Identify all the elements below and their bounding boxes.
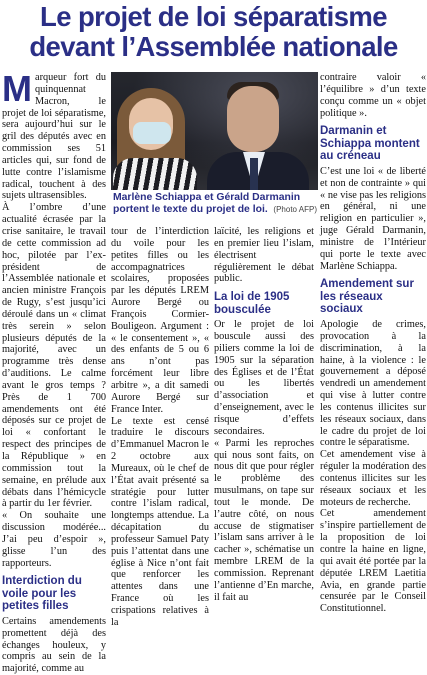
paragraph: Certains amendements promettent déjà des échanges houleux, y compris au sein de la majorité, comme au — [2, 615, 106, 675]
article-column-1 — [2, 68, 106, 675]
article-column-3 — [320, 72, 426, 615]
paragraph: « On souhaite une discussion modérée... J’ai peu d’espoir », glisse l’un des rapporteurs. — [2, 510, 106, 569]
paragraph: laïcité, les religions et en premier lieu l’islam, électrisent régulièrement le débat public. — [214, 226, 314, 285]
paragraph: Or le projet de loi bouscule aussi des piliers comme la loi de 1905 sur la séparation des Églises et de l’État ou les libertés d’association et d’enseignement, avec le risque d’effets secondaires. — [214, 319, 314, 437]
headline — [0, 2, 427, 62]
subheading-reseaux-sociaux: Amendement sur les réseaux sociaux — [320, 278, 414, 316]
paragraph: Apologie de crimes, provocation à la discrimination, à la haine, à la violence : le gouvernement a déposé vendredi un amendement qui vise à lutter contre les contenus illicites sur les réseaux sociaux, dans le cadre du projet de loi contre le séparatisme. — [320, 318, 426, 449]
article-column-2a — [111, 226, 209, 629]
caption-text: Marlène Schiappa et Gérald Darmanin portent le texte du projet de loi. — [113, 192, 301, 215]
photo-caption — [113, 192, 317, 216]
paragraph: Le texte est censé traduire le discours d’Emmanuel Macron le 2 octobre aux Mureaux, où le chef de l’État avait présenté sa stratégie pour lutter contre l’islam radical, longtemps attendue. La décapitation du professeur Samuel Paty puis l’attentat dans une église à Nice n’ont fait que renforcer les attentes dans une France où les crispations relatives à la — [111, 415, 209, 628]
photo-credit: (Photo AFP) — [273, 205, 317, 214]
article-photo — [111, 72, 318, 190]
lead-paragraph — [2, 68, 106, 202]
subheading-darmanin-schiappa: Darmanin et Schiappa montent au créneau — [320, 125, 420, 163]
lead-text: arqueur fort du quinquennat Macron, le projet de loi séparatisme, sera aujourd’hui sur le gril des députés avec en commission ses 51 articles qui, sur fond de lutte contre l’islamisme radical, touchent à des sujets ultrasensibles. — [2, 72, 106, 202]
paragraph: Cet amendement vise à réguler la modération des contenus illicites sur les réseaux sociaux et les moteurs de recherche. — [320, 449, 426, 508]
paragraph: « Parmi les reproches qui nous sont faits, on nous dit que pour régler le problème des musulmans, on tape sur tout le monde. De l’autre côté, on nous accuse de stigmatiser l’islam sans arriver à le cacher », schématise un membre LREM de la commission. Reprenant l’antienne d’En marche, il fait au — [214, 437, 314, 603]
headline-line-2: devant l’Assemblée nationale — [29, 31, 398, 62]
headline-line-1: Le projet de loi séparatisme — [40, 1, 387, 32]
dropcap: M — [2, 68, 32, 109]
paragraph: C’est une loi « de liberté et non de contrainte » qui « ne vise pas les religions en général, ni une religion en particulier », juge Gérald Darmanin, ministre de l’Intérieur qui porte le texte avec Marlène Schiappa. — [320, 165, 426, 272]
subheading-loi-1905: La loi de 1905 bousculée — [214, 291, 290, 316]
paragraph: tour de l’interdiction du voile pour les petites filles ou les accompagnatrices scolaires, proposées par les députés LREM Aurore Bergé ou François Cormier-Bouligeon. Argument : « le consentement », « des enfants de 5 ou 6 ans n’ont pas forcément leur libre arbitre », a dit samedi Aurore Bergé sur France Inter. — [111, 226, 209, 415]
paragraph: Cet amendement s’inspire partiellement de la proposition de loi contre la haine en ligne, qui avait été portée par la députée LREM Laetitia Avia, en grande partie censurée par le Conseil Constitutionnel. — [320, 508, 426, 615]
paragraph: À l’ombre d’une actualité écrasée par la crise sanitaire, le travail de cette commission ad hoc, pilotée par l’ex-président de l’Assemblée nationale et ancien ministre François de Rugy, s’est jusqu’ici déroulé dans un « climat très serein » selon plusieurs députés de la majorité, avec un programme très dense d’auditions. Le calme avant le gros temps ? Près de 1 700 amendements ont été déposés sur ce projet de loi « confortant le respect des principes de la République » en commission tout la semaine, en prélude aux débats dans l’hémicycle à partir du 1er février. — [2, 202, 106, 510]
paragraph: contraire valoir « l’équilibre » d’un texte conçu comme un « objet politique ». — [320, 72, 426, 119]
subheading-voile: Interdiction du voile pour les petites filles — [2, 575, 82, 613]
article-column-2b — [214, 226, 314, 603]
